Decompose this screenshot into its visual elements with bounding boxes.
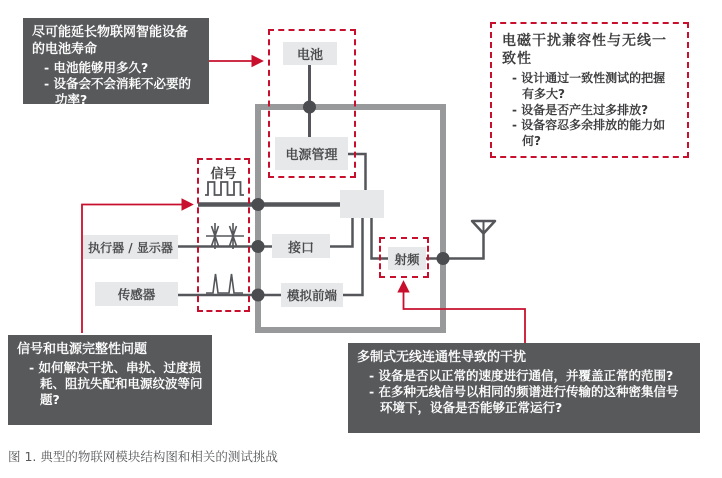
junction-dot-interface	[252, 240, 265, 253]
callout-bullet: - 设备会不会消耗不必要的功率?	[44, 76, 192, 108]
interface-line	[330, 218, 353, 247]
callout-bullet: - 在多种无线信号以相同的频谱进行传输的这种密集信号环境下，设备是否能够正常运行?	[369, 384, 679, 416]
callout-battery-life-list	[32, 60, 200, 109]
callout-integrity-title: 信号和电源完整性问题	[17, 342, 148, 357]
block-rf: 射频	[388, 247, 426, 270]
junction-dot-signal	[252, 198, 265, 211]
callout-bullet: - 设计通过一致性测试的把握有多大?	[512, 71, 666, 101]
callout-wireless	[348, 343, 700, 433]
junction-dot-analog	[252, 289, 265, 302]
callout-integrity	[8, 335, 212, 425]
callout-integrity-list	[17, 360, 203, 409]
block-actuator-display: 执行器 / 显示器	[83, 235, 178, 259]
junction-dot-rf	[437, 252, 450, 265]
signal-zone-label: 信号	[210, 167, 237, 182]
callout-emc	[490, 22, 689, 158]
block-interface: 接口	[272, 234, 330, 258]
arrow-integrity-callout	[82, 205, 192, 334]
callout-bullet: - 如何解决干扰、串扰、过度损耗、阻抗失配和电源纹波等问题?	[29, 359, 203, 408]
callout-bullet: - 设备是否以正常的速度进行通信，并覆盖正常的范围?	[369, 367, 674, 383]
block-sensor: 传感器	[95, 282, 178, 306]
block-analog-frontend: 模拟前端	[281, 283, 343, 307]
antenna-line	[426, 233, 484, 259]
figure-caption: 图 1. 典型的物联网模块结构图和相关的测试挑战	[8, 449, 278, 464]
callout-emc-list	[502, 71, 677, 149]
callout-emc-title: 电磁干扰兼容性与无线一致性	[502, 33, 667, 68]
arrow-wireless-callout	[404, 282, 526, 343]
callout-bullet: - 设备容忍多余排放的能力如何?	[512, 118, 666, 148]
callout-bullet: - 设备是否产生过多排放?	[512, 102, 649, 117]
block-battery: 电池	[283, 42, 337, 65]
callout-wireless-title: 多制式无线连通性导致的干扰	[357, 350, 527, 365]
antenna-icon	[472, 221, 495, 234]
block-power-management: 电源管理	[275, 137, 348, 170]
callout-battery-life	[23, 18, 209, 108]
callout-battery-life-title: 尽可能延长物联网智能设备的电池寿命	[32, 25, 189, 57]
block-processor	[340, 190, 384, 218]
callout-bullet: - 电池能够用多久?	[44, 59, 149, 75]
callout-wireless-list	[357, 368, 691, 417]
